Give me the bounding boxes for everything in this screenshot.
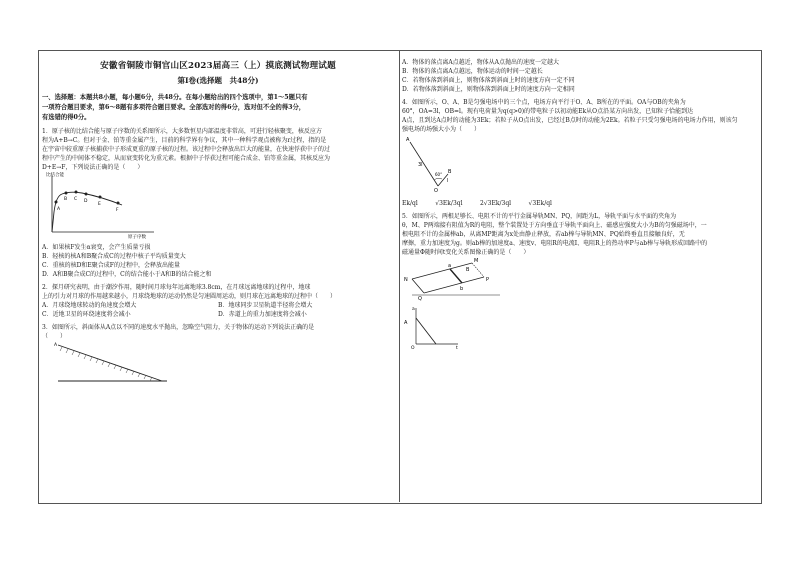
point-e-label: E (98, 202, 101, 207)
rail-point-p: P (486, 277, 490, 283)
slope-point-a: A (54, 343, 58, 348)
q2-option-d: D．赤道上的重力加速度将会减小 (218, 311, 307, 318)
rail-diagram (402, 257, 754, 304)
exam-title: 安徽省铜陵市铜官山区2023届高三（上）摸底测试物理试题 (100, 61, 336, 71)
q2-text-1: 2．探月研究表明，由于潮汐作用，随时间月球每年远离地球3.8cm，在月球远离地球的过程中，地球 (42, 284, 311, 291)
graph-y-axis: a (412, 307, 415, 312)
graph-xlabel: 原子序数 (128, 235, 146, 240)
diagram-point-b: B (448, 169, 452, 175)
point-a-label: A (57, 207, 61, 212)
section-heading: 一、选择题：本题共8小题，每小题6分，共48分。在每小题给出的四个选项中，第1～5题只有 (42, 94, 308, 101)
q1-text-5: D+E→F，下列说法正确的是（ ） (42, 164, 144, 171)
q5-text-5: 磁通量Φ随时间t变化关系图像正确的是（ ） (402, 249, 530, 256)
point-f-label: F (116, 208, 119, 213)
q4-text-4: 强电场的场强大小为（ ） (402, 126, 481, 133)
q4-text-3: A点，且到达A点时的动能为3Ek；若粒子从O点出发，已经过B点时的动能为2Ek。若粒子只受匀强电场的电场力作用，则该匀 (402, 117, 738, 124)
graph-option-a: A (404, 320, 408, 326)
question-2 (42, 283, 394, 319)
question-4 (402, 98, 754, 208)
q4-choice-c: 2√3Ek/3ql (479, 200, 512, 207)
graph-ylabel: 比结合能 (46, 173, 64, 178)
q2-option-b: B．地球同步卫星轨道半径将会增大 (218, 302, 313, 309)
q3-option-b: B．物体的落点离A点越远，物体运动的时间一定越长 (402, 68, 543, 75)
rod-end-a: a (448, 263, 452, 269)
diagram-length-3l: 3l (418, 162, 423, 168)
section-heading-line3: 有选错的得0分。 (42, 114, 91, 121)
q4-choice-b: √3Ek/3ql (435, 200, 463, 207)
question-5 (402, 212, 754, 353)
q4-choices (402, 199, 552, 208)
q2-option-c: C．近地卫星的环绕速度将会减小 (42, 311, 131, 318)
point-d-label: D (84, 199, 88, 204)
q1-text-2: 程为A+B→C。但对于金、铂等重金属产生，目前的科学界有争议，其中一种科学观点被称为r过程，指的是 (42, 137, 327, 144)
q2-option-a: A．月球绕地球转动的角速度会增大 (42, 302, 137, 309)
q2-text-2: 上的引力对月球的作用越来越小，月球绕地球的运动仍然是匀速圆周运动，则月球在远离地球的过程中（ ） (42, 293, 337, 300)
right-column (402, 58, 754, 353)
q3-option-c: C．若物体落到斜面上，则物体落到斜面上时的速度方向一定不同 (402, 77, 575, 84)
q1-text-3: 在宇宙中较重原子核捕获中子形成更重的原子核的过程。该过程中会释放出巨大的能量，在快速俘获中子的过 (42, 146, 331, 153)
q1-option-b: B．轻核的核A和B聚合成C的过程中核子平均质量变大 (42, 253, 186, 260)
q1-option-c: C．重核的核D和E聚合成F的过程中，会释放出能量 (42, 262, 180, 269)
q1-text-4: 程中产生的中间体不稳定，从而衰变转化为重元素。根据中子俘获过程可能合成金、铂等重金属，其核反应为 (42, 155, 331, 162)
field-label-b: B (466, 267, 470, 273)
question-3 (42, 323, 394, 390)
q3-text-1: 3．如图所示，斜面体从A点以不同的速度水平抛出，忽略空气阻力，关于物体的运动下列说法正确的是 (42, 324, 315, 331)
point-b-label: B (64, 197, 68, 202)
field-diagram (402, 134, 754, 197)
column-divider (399, 50, 400, 502)
diagram-angle: 60° (435, 172, 443, 177)
slope-figure (42, 341, 394, 390)
graph-origin: O (411, 346, 415, 350)
q4-text-2: 60°，OA=3l，OB=l。现有电荷量为q(q>0)的带电粒子以初动能Ek从O点沿某方向出发，已知粒子恰能到达 (402, 108, 694, 115)
q1-text-1: 1．原子核的比结合能与原子序数的关系图所示，大多数恒星内部温度非常高，可进行轻核聚变，核反应方 (42, 128, 322, 135)
question-1 (42, 127, 394, 279)
q3-option-d: D．若物体落到斜面上，则物体落到斜面上时的速度方向一定相同 (402, 86, 575, 93)
left-column (42, 58, 394, 390)
q4-text-1: 4．如图所示，O、A、B是匀强电场中的三个点，电场方向平行于O、A、B所在的平面。OA与OB的夹角为 (402, 99, 686, 106)
rail-point-m: M (474, 258, 479, 264)
point-c-label: C (74, 197, 78, 202)
q5-text-2: θ，M、P两端接有阻值为R的电阻，整个装置处于方向垂直于导轨平面向上、磁感应强度大小为B的匀强磁场中，一 (402, 222, 707, 229)
q4-choice-a: Ek/ql (402, 200, 418, 207)
q5-text-4: 摩擦，重力加速度为g。则ab棒的加速度a、速度v、电阻R的电流I、电阻R上的热功率P与ab棒与导轨形成回路中的 (402, 240, 708, 247)
diagram-length-l: l (447, 178, 449, 184)
q1-option-a: A．如果核F发生α衰变，会产生质量亏损 (42, 244, 151, 251)
q3-option-a: A．物体的落点离A点越近，物体从A点抛出的速度一定越大 (402, 59, 560, 66)
q3-text-2: （ ） (42, 333, 67, 340)
diagram-point-o: O (434, 188, 438, 194)
q4-choice-d: √3Ek/ql (528, 200, 552, 207)
section-heading-line2: 一项符合题目要求，第6～8题有多项符合题目要求。全部选对的得6分，选对但不全的得3分， (42, 104, 306, 111)
rail-point-n: N (404, 277, 408, 283)
diagram-point-a: A (406, 137, 410, 143)
binding-energy-graph (42, 172, 394, 243)
answer-graph-a (402, 304, 754, 353)
rail-point-q: Q (418, 296, 422, 301)
graph-x-axis: t (456, 346, 458, 350)
part-heading: 第Ⅰ卷(选择题 共48分) (177, 76, 259, 85)
q5-text-1: 5．如图所示，两根足够长、电阻不计的平行金属导轨MN、PQ，间距为L，导轨平面与水平面的夹角为 (402, 213, 677, 220)
q1-option-d: D．A和B聚合成C的过程中，C的结合能小于A和B的结合能之和 (42, 271, 212, 278)
q5-text-3: 根电阻不计的金属棒ab，从离MP距离为x处由静止释放，若ab棒与导轨MN、PQ始终垂直且接触良好，无 (402, 231, 685, 238)
rod-end-b: b (460, 286, 464, 292)
